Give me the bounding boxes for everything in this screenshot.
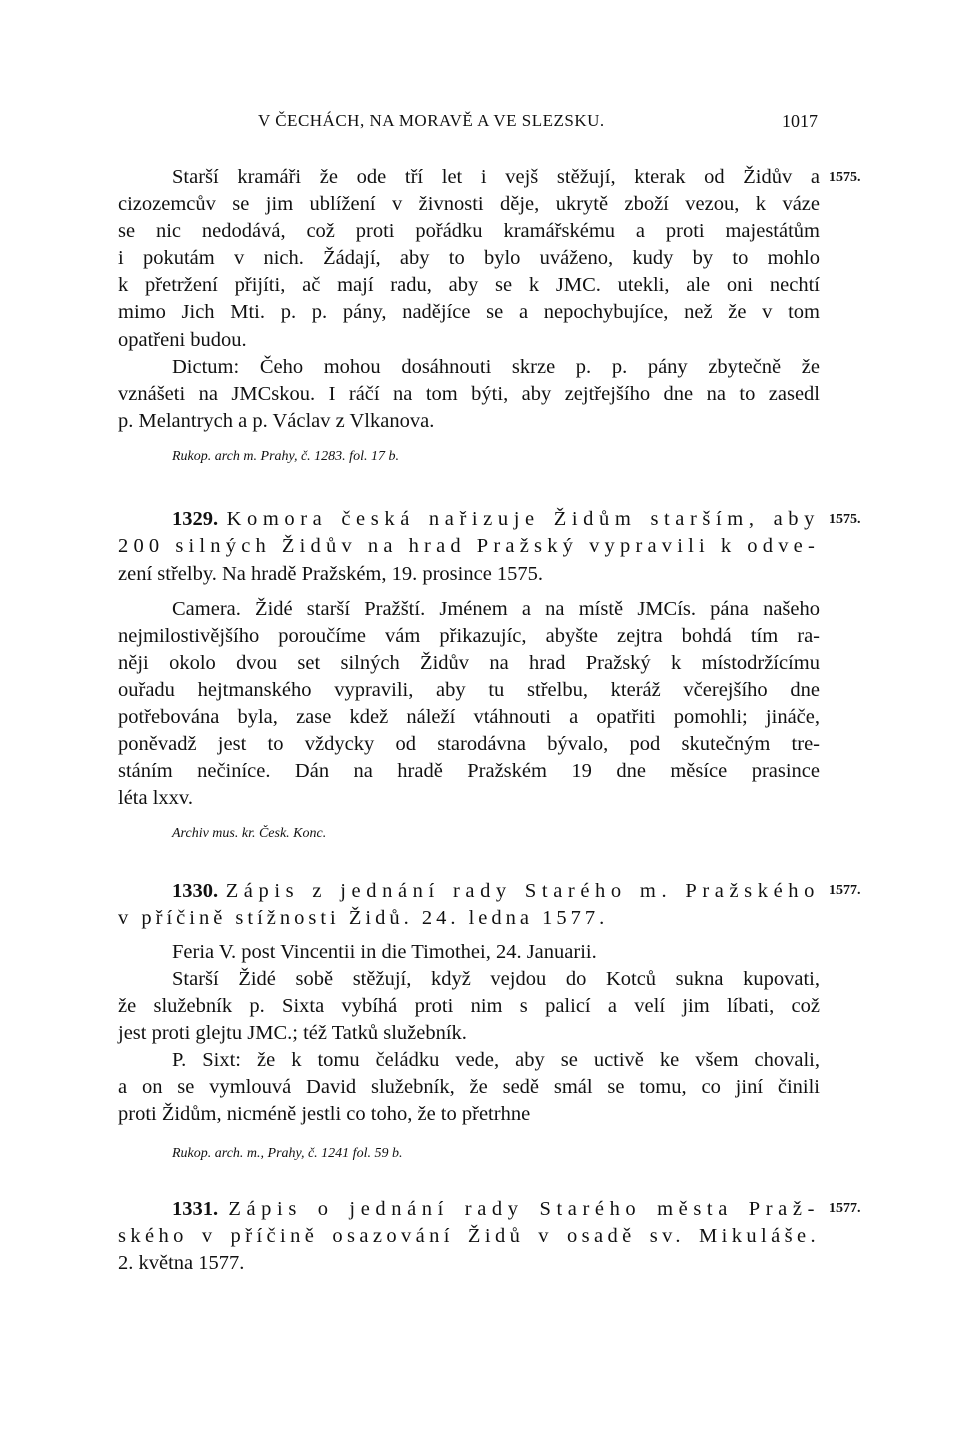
paragraph-line: vznášeti na JMCskou. I ráčí na tom býti, aby zejtřejšího dne na to zasedl <box>118 383 820 405</box>
paragraph-line: Camera. Židé starší Pražští. Jménem a na místě JMCís. pána našeho <box>172 598 820 620</box>
paragraph-line: Starší Židé sobě stěžují, když vejdou do Kotců sukna kupovati, <box>172 968 820 990</box>
paragraph-line: že služebník p. Sixta vybíhá proti nim s palicí a velí jim líbati, což <box>118 995 820 1017</box>
page-number: 1017 <box>782 111 818 131</box>
entry-heading <box>172 1197 820 1221</box>
entry-title-line: Komora česká nařizuje Židům starším, aby <box>226 508 821 530</box>
entry-title-line: Zápis o jednání rady Starého města Praž- <box>228 1198 821 1220</box>
paragraph-line: potřebována byla, zase kdež náleží vtáhnouti a opatřiti pomohli; jináče, <box>118 706 820 728</box>
paragraph-line: a on se vymlouvá David služebník, že sedě smál se tomu, co jiní činili <box>118 1076 820 1098</box>
paragraph-line: léta lxxv. <box>118 787 193 809</box>
entry-title-line: 2. května 1577. <box>118 1252 245 1274</box>
paragraph-line: proti Židům, nicméně jestli co toho, že to přetrhne <box>118 1103 531 1125</box>
paragraph-line: ouřadu hejtmanského vypravili, aby tu střelbu, kteráž včerejšího dne <box>118 679 820 701</box>
paragraph-line: opatřeni budou. <box>118 329 247 351</box>
entry-title-line: ského v příčině osazování Židů v osadě sv. Mikuláše. <box>118 1225 820 1247</box>
entry-title-line: 200 silných Židův na hrad Pražský vypravili k odve- <box>118 535 820 557</box>
paragraph-line: k přetržení přijíti, ač mají radu, aby se k JMC. utekli, ale oni nechtí <box>118 274 820 296</box>
entry-number: 1330. <box>172 880 219 902</box>
paragraph-line: se nic nedodává, což proti pořádku kramářskému a proti majestátům <box>118 220 820 242</box>
margin-year: 1577. <box>829 883 861 898</box>
paragraph-line: nejmilostivějšího poroučíme vám přikazujíc, abyšte zejtra bohdá tím ra- <box>118 625 820 647</box>
paragraph-line: stáním nečiníce. Dán na hradě Pražském 19 dne měsíce prasince <box>118 760 820 782</box>
paragraph-line: poněvadž jest to vždycky od starodávna bývalo, pod skutečným tre- <box>118 733 820 755</box>
citation: Archiv mus. kr. Česk. Konc. <box>172 826 327 841</box>
paragraph-line: p. Melantrych a p. Václav z Vlkanova. <box>118 410 435 432</box>
entry-heading <box>172 507 820 531</box>
citation: Rukop. arch. m., Prahy, č. 1241 fol. 59 b. <box>172 1146 403 1161</box>
citation: Rukop. arch m. Prahy, č. 1283. fol. 17 b. <box>172 449 399 464</box>
paragraph-line: i pokutám v nich. Žádají, aby to bylo uváženo, kudy by to mohlo <box>118 247 820 269</box>
entry-title-line: v příčině stížnosti Židů. 24. ledna 1577. <box>118 907 609 929</box>
paragraph-line: cizozemcův se jim ublížení v živnosti děje, ukrytě zboží vezou, k váze <box>118 193 820 215</box>
paragraph-line: Feria V. post Vincentii in die Timothei, 24. Januarii. <box>172 941 597 963</box>
paragraph-line: něji okolo dvou set silných Židův na hrad Pražský k místodržícímu <box>118 652 820 674</box>
entry-number: 1331. <box>172 1198 219 1220</box>
paragraph-line: Starší kramáři že ode tří let i vejš stěžují, kterak od Židův a <box>172 166 820 188</box>
paragraph-line: jest proti glejtu JMC.; též Tatků služebník. <box>118 1022 467 1044</box>
paragraph-line: mimo Jich Mti. p. p. pány, nadějíce se a nepochybujíce, než že v tom <box>118 301 820 323</box>
entry-number: 1329. <box>172 508 219 530</box>
margin-year: 1575. <box>829 512 861 527</box>
margin-year: 1575. <box>829 170 861 185</box>
entry-heading <box>172 879 820 903</box>
margin-year: 1577. <box>829 1201 861 1216</box>
paragraph-line: Dictum: Čeho mohou dosáhnouti skrze p. p. pány zbytečně že <box>172 356 820 378</box>
running-header <box>258 109 818 133</box>
entry-title-line: Zápis z jednání rady Starého m. Pražského <box>225 880 821 902</box>
paragraph-line: P. Sixt: že k tomu čeládku vede, aby se uctivě ke všem chovali, <box>172 1049 820 1071</box>
running-title: V ČECHÁCH, NA MORAVĚ A VE SLEZSKU. <box>258 111 605 130</box>
entry-title-line: zení střelby. Na hradě Pražském, 19. prosince 1575. <box>118 563 544 585</box>
